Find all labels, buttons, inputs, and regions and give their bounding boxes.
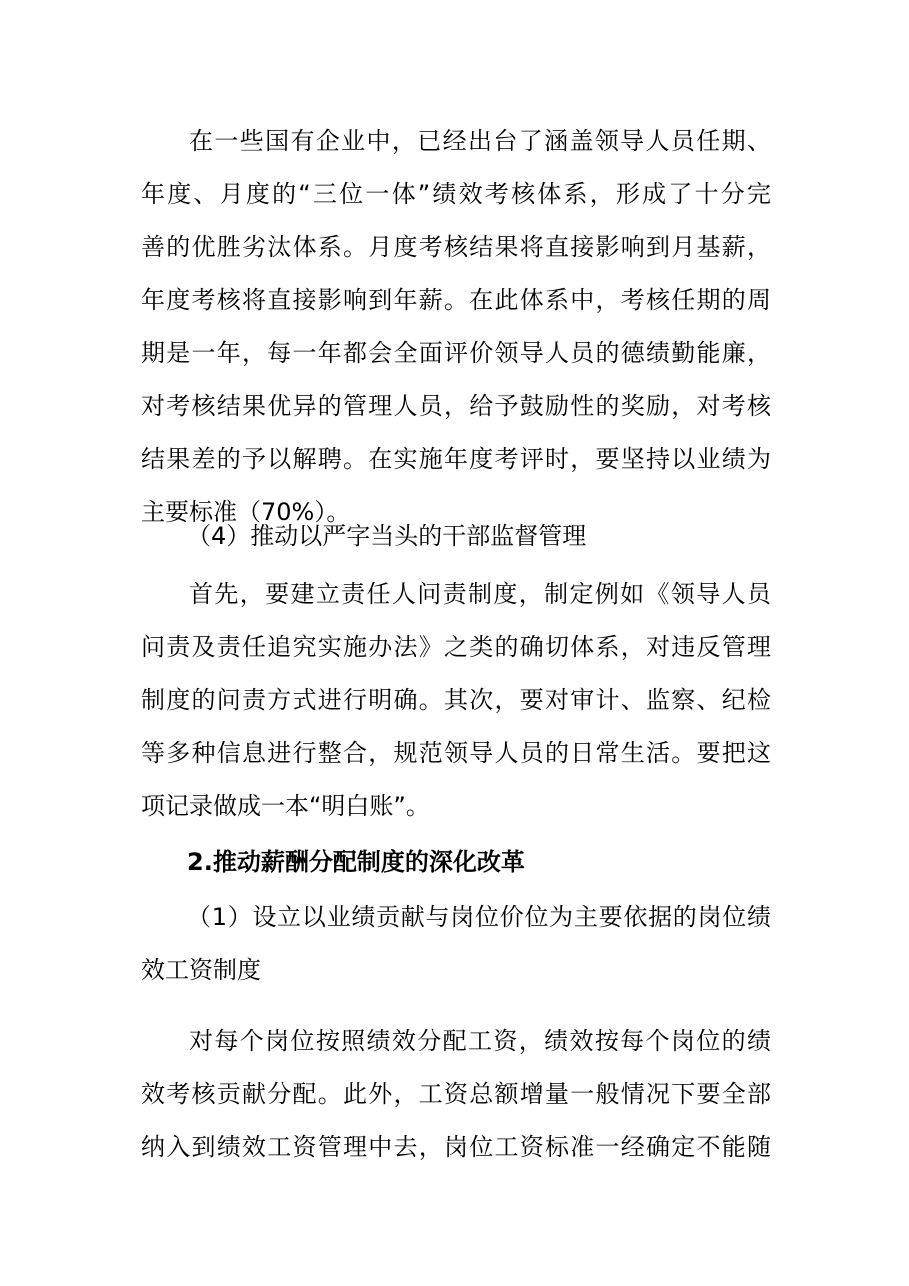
paragraph-line: 对考核结果优异的管理人员，给予鼓励性的奖励，对考核 (141, 392, 771, 420)
paragraph-line: 项记录做成一本“明白账”。 (141, 792, 430, 820)
subheading: （4）推动以严字当头的干部监督管理 (187, 522, 587, 550)
paragraph-line: 效考核贡献分配。此外，工资总额增量一般情况下要全部 (141, 1080, 771, 1108)
paragraph-line: 对每个岗位按照绩效分配工资，绩效按每个岗位的绩 (189, 1027, 771, 1055)
paragraph-line: 在一些国有企业中，已经出台了涵盖领导人员任期、 (189, 127, 771, 155)
paragraph-line: 效工资制度 (141, 956, 261, 984)
paragraph-line: 年度考核将直接影响到年薪。在此体系中，考核任期的周 (141, 286, 771, 314)
paragraph-line: 首先，要建立责任人问责制度，制定例如《领导人员 (189, 580, 771, 608)
paragraph-line: 期是一年，每一年都会全面评价领导人员的德绩勤能廉， (141, 339, 771, 367)
paragraph-line: 年度、月度的“三位一体”绩效考核体系，形成了十分完 (141, 180, 771, 208)
paragraph-line: 制度的问责方式进行明确。其次，要对审计、监察、纪检 (141, 686, 771, 714)
paragraph-line: 善的优胜劣汰体系。月度考核结果将直接影响到月基薪， (141, 233, 771, 261)
paragraph-line: 等多种信息进行整合，规范领导人员的日常生活。要把这 (141, 739, 771, 767)
paragraph-line: （1）设立以业绩贡献与岗位价位为主要依据的岗位绩 (187, 903, 771, 931)
section-heading: 2.推动薪酬分配制度的深化改革 (187, 848, 525, 876)
paragraph-line: 结果差的予以解聘。在实施年度考评时，要坚持以业绩为 (141, 445, 771, 473)
paragraph-line: 纳入到绩效工资管理中去，岗位工资标准一经确定不能随 (141, 1133, 771, 1161)
paragraph-line: 问责及责任追究实施办法》之类的确切体系，对违反管理 (141, 633, 771, 661)
paragraph-line: 主要标准（70%）。 (141, 498, 351, 526)
